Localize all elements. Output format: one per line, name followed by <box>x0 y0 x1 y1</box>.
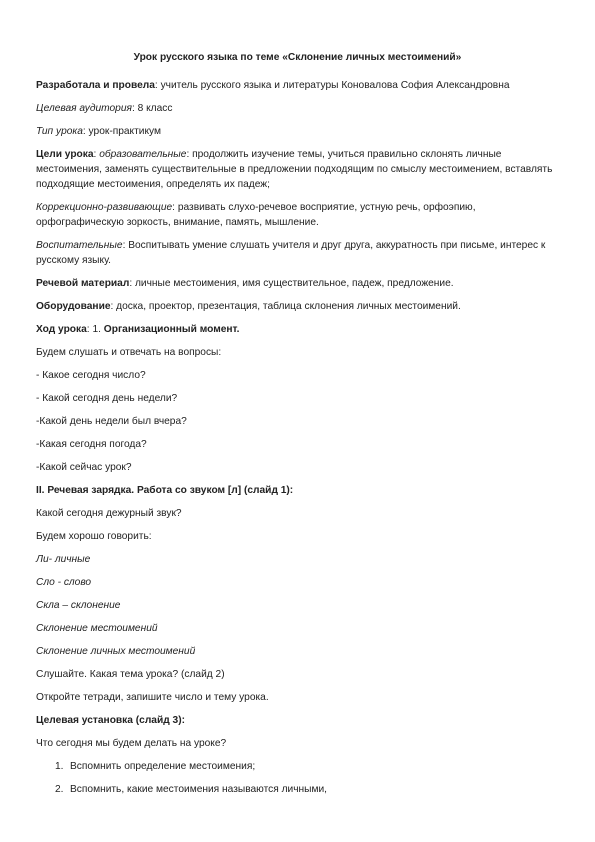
progress-stage: Организационный момент. <box>103 324 240 335</box>
corrective-label: Коррекционно-развивающие <box>36 202 173 213</box>
drill-line <box>36 575 559 590</box>
body-line: Слушайте. Какая тема урока? (слайд 2) <box>36 669 225 680</box>
lesson-type-text: : урок-практикум <box>82 126 162 137</box>
list-item-number: 1. <box>55 761 64 772</box>
list-item-text: Вспомнить определение местоимения; <box>70 761 256 772</box>
section2-heading-text: II. Речевая зарядка. Работа со звуком [л] (слайд 1): <box>36 485 294 496</box>
body-line: Будем слушать и отвечать на вопросы: <box>36 347 222 358</box>
section2-heading <box>36 483 559 498</box>
speech-material-label: Речевой материал <box>36 278 130 289</box>
audience-label: Целевая аудитория <box>36 103 132 114</box>
author-text: : учитель русского языка и литературы Коновалова София Александровна <box>154 80 510 91</box>
body-line: Какой сегодня дежурный звук? <box>36 508 182 519</box>
drill-line <box>36 644 559 659</box>
speech-material-text: : личные местоимения, имя существительное, падеж, предложение. <box>129 278 454 289</box>
list-item-number: 2. <box>55 784 64 795</box>
equipment-text: : доска, проектор, презентация, таблица склонения личных местоимений. <box>110 301 461 312</box>
goals-corrective <box>36 200 559 230</box>
author-line <box>36 78 559 93</box>
goals-upbringing <box>36 238 559 268</box>
corrective-text: : развивать слухо-речевое восприятие, устную речь, орфоэпию, орфографическую зоркость, внимание, память, мышление. <box>36 202 476 228</box>
upbringing-label: Воспитательные <box>36 240 123 251</box>
body-line: Будем хорошо говорить: <box>36 531 152 542</box>
question-line: - Какое сегодня число? <box>36 370 146 381</box>
body-line: Что сегодня мы будем делать на уроке? <box>36 738 227 749</box>
section3-heading <box>36 713 559 728</box>
list-item-text: Вспомнить, какие местоимения называются личными, <box>70 784 327 795</box>
body-line: Откройте тетради, запишите число и тему урока. <box>36 692 269 703</box>
list-item <box>36 782 559 797</box>
author-label: Разработала и провела <box>36 80 155 91</box>
progress-label: Ход урока <box>36 324 87 335</box>
question-line: -Какая сегодня погода? <box>36 439 147 450</box>
list-item <box>36 759 559 774</box>
drill-line <box>36 598 559 613</box>
lesson-type-line <box>36 124 559 139</box>
audience-line <box>36 101 559 116</box>
question-line: -Какой сейчас урок? <box>36 462 132 473</box>
drill-line <box>36 621 559 636</box>
speech-material-line <box>36 276 559 291</box>
goals-educational <box>36 147 559 192</box>
section3-heading-text: Целевая установка (слайд 3): <box>36 715 185 726</box>
equipment-label: Оборудование <box>36 301 111 312</box>
progress-sep: : 1. <box>86 324 104 335</box>
drill-text: Ли- личные <box>36 554 91 565</box>
equipment-line <box>36 299 559 314</box>
question-line: -Какой день недели был вчера? <box>36 416 187 427</box>
drill-line <box>36 552 559 567</box>
drill-text: Склонение личных местоимений <box>36 646 196 657</box>
question-line: - Какой сегодня день недели? <box>36 393 178 404</box>
lesson-type-label: Тип урока <box>36 126 83 137</box>
goals-sep: : <box>93 149 100 160</box>
document-title: Урок русского языка по теме «Склонение личных местоимений» <box>133 52 462 63</box>
progress-line <box>36 322 559 337</box>
drill-text: Склонение местоимений <box>36 623 158 634</box>
goals-label: Цели урока <box>36 149 94 160</box>
educational-text: : продолжить изучение темы, учиться правильно склонять личные местоимения, заменять существительные в предложении подходящим по смыслу местоимением, вставлять подходящие местоимения, определять их падеж; <box>36 149 553 190</box>
educational-label: образовательные <box>99 149 187 160</box>
goals-list <box>36 759 559 797</box>
upbringing-text: : Воспитывать умение слушать учителя и друг друга, аккуратность при письме, интерес к русскому языку. <box>36 240 546 266</box>
drill-text: Скла – склонение <box>36 600 121 611</box>
audience-text: : 8 класс <box>131 103 173 114</box>
drill-text: Сло - слово <box>36 577 92 588</box>
